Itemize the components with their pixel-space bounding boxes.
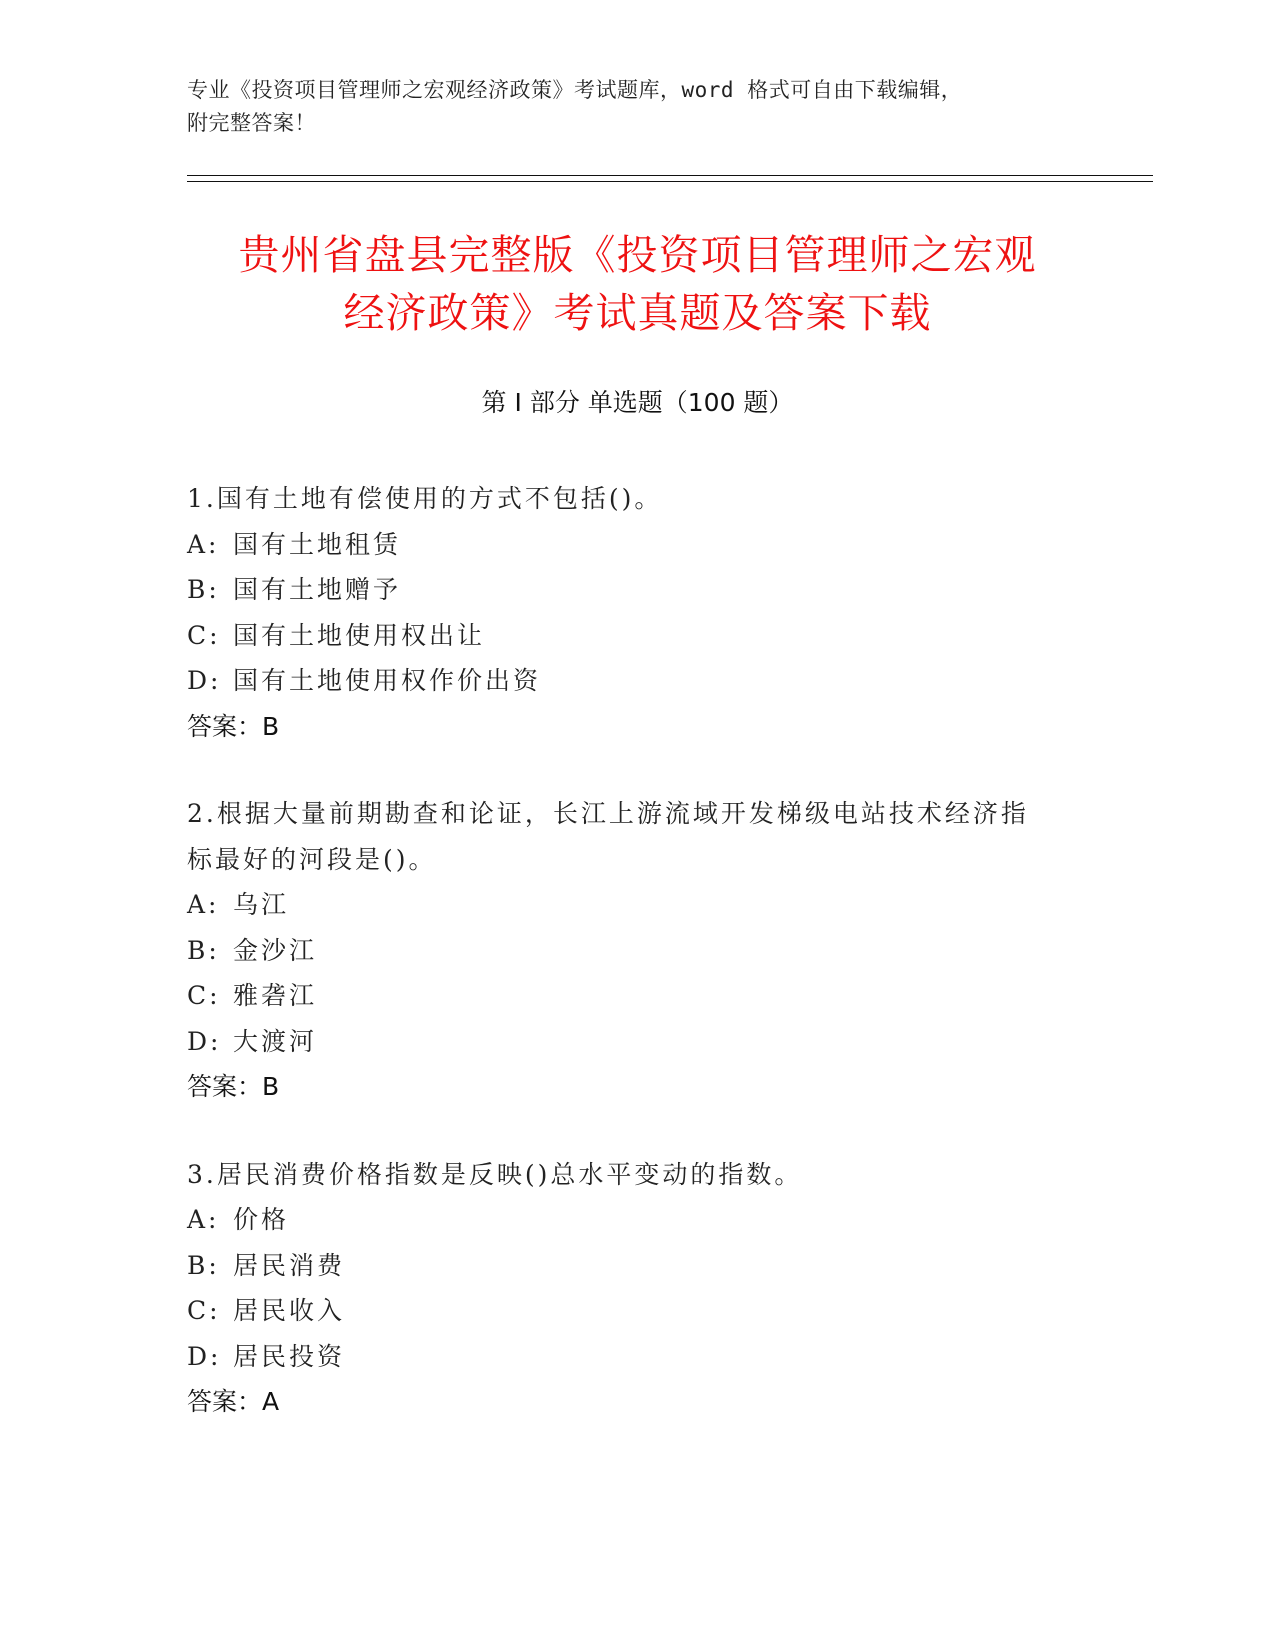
option-c	[187, 973, 1087, 1019]
option-text: 大渡河	[233, 1026, 318, 1056]
option-letter: C:	[187, 620, 221, 650]
option-letter: A:	[187, 1205, 220, 1234]
question-item	[187, 476, 1087, 749]
question-stem-continued: 标最好的河段是()。	[187, 844, 437, 874]
option-letter: B:	[187, 575, 220, 604]
option-a	[187, 882, 1087, 928]
option-letter: C:	[187, 981, 221, 1010]
option-text: 价格	[233, 1205, 290, 1234]
option-a	[187, 1197, 1087, 1243]
option-d	[187, 658, 1087, 704]
option-d	[187, 1334, 1087, 1380]
option-text: 居民投资	[233, 1341, 346, 1371]
section-title: 第 I 部分 单选题（100 题）	[481, 388, 794, 417]
option-letter: A:	[187, 529, 220, 559]
header-divider-bottom	[187, 181, 1153, 182]
option-letter: C:	[187, 1296, 221, 1325]
option-text: 金沙江	[233, 935, 318, 965]
option-a	[187, 522, 1087, 568]
answer-line: 答案：B	[187, 711, 280, 741]
option-text: 国有土地租赁	[233, 529, 402, 559]
answer-line: 答案：A	[187, 1387, 280, 1416]
header-note	[187, 74, 1087, 140]
answer-line: 答案：B	[187, 1072, 280, 1101]
option-b	[187, 928, 1087, 974]
option-letter: B:	[187, 935, 220, 965]
document-title-line: 贵州省盘县完整版《投资项目管理师之宏观	[238, 231, 1037, 279]
option-text: 国有土地使用权作价出资	[233, 666, 542, 695]
option-letter: A:	[187, 890, 220, 919]
option-letter: D:	[187, 666, 222, 695]
question-list	[187, 476, 1087, 1467]
option-c	[187, 1288, 1087, 1334]
option-text: 雅砻江	[233, 981, 318, 1010]
option-letter: B:	[187, 1250, 220, 1280]
option-c	[187, 613, 1087, 659]
option-b	[187, 1243, 1087, 1289]
option-letter: D:	[187, 1026, 222, 1056]
option-text: 乌江	[233, 890, 290, 919]
option-b	[187, 567, 1087, 613]
question-item	[187, 1152, 1087, 1425]
document-title	[120, 226, 1155, 342]
option-text: 国有土地赠予	[233, 575, 402, 604]
header-divider-top	[187, 175, 1153, 176]
header-note-line: 专业《投资项目管理师之宏观经济政策》考试题库，word 格式可自由下载编辑，	[187, 78, 963, 102]
option-text: 国有土地使用权出让	[233, 620, 486, 650]
document-title-line: 经济政策》考试真题及答案下载	[343, 289, 932, 337]
question-stem: 3.居民消费价格指数是反映()总水平变动的指数。	[187, 1159, 803, 1189]
option-text: 居民消费	[233, 1250, 346, 1280]
option-d	[187, 1019, 1087, 1065]
header-note-line: 附完整答案！	[187, 111, 316, 135]
option-text: 居民收入	[233, 1296, 346, 1325]
question-stem: 1.国有土地有偿使用的方式不包括()。	[187, 484, 663, 513]
question-stem: 2.根据大量前期勘查和论证，长江上游流域开发梯级电站技术经济指	[187, 799, 1029, 828]
option-letter: D:	[187, 1341, 222, 1371]
question-item	[187, 791, 1087, 1110]
